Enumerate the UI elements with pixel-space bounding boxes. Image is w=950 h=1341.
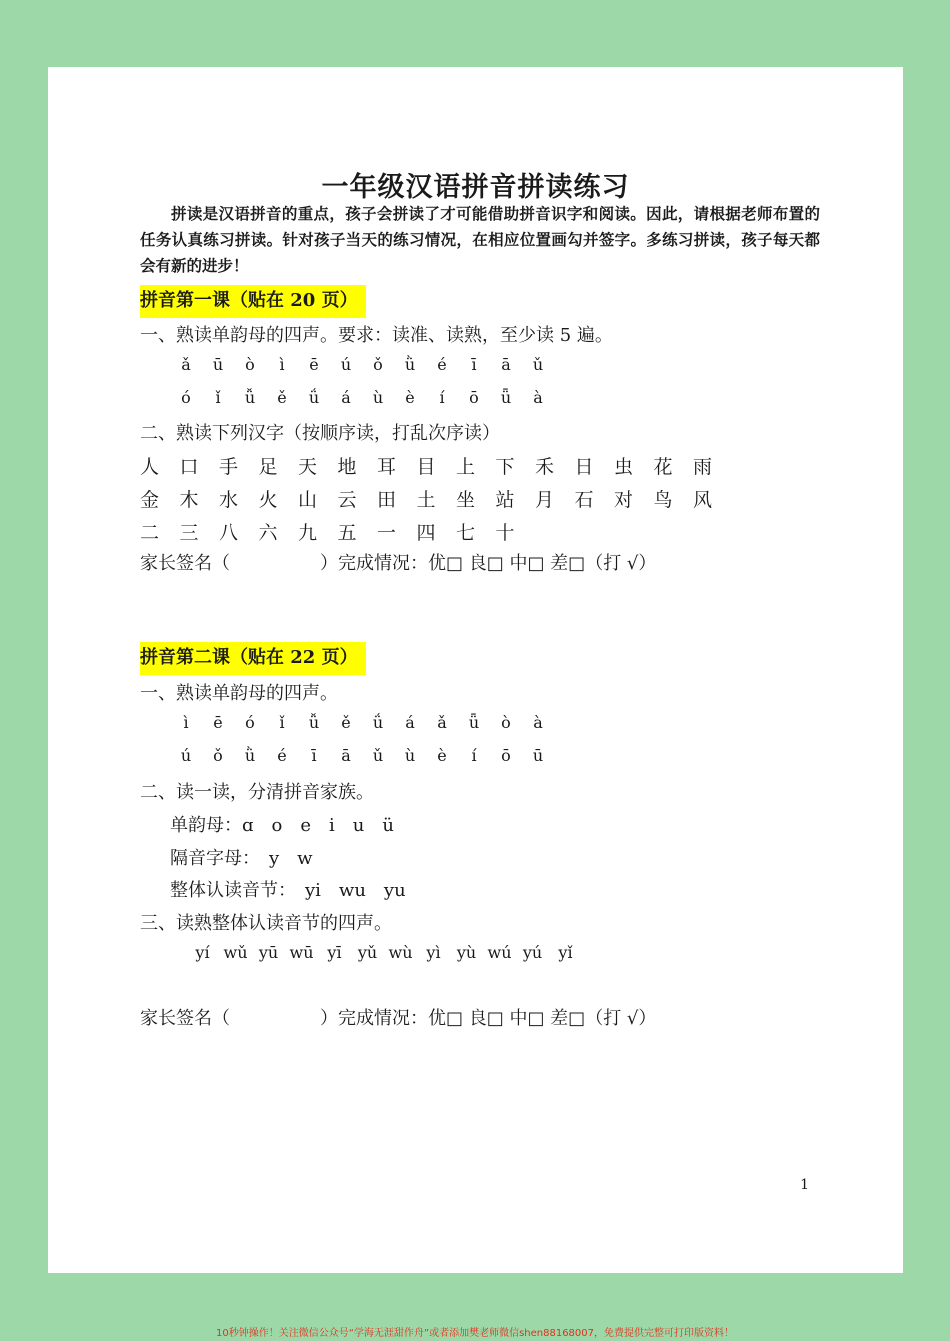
completion-status: ）完成情况：优□ 良□ 中□ 差□（打 √） (320, 1008, 657, 1029)
worksheet-page (48, 67, 903, 1273)
list-item: 足 (258, 456, 278, 478)
list-item: ó (245, 713, 255, 732)
lesson1-q2: 二、熟读下列汉字（按顺序读，打乱次序读） (140, 423, 500, 444)
list-item: 石 (574, 489, 594, 511)
list-item: 云 (337, 489, 357, 511)
list-item: wū (289, 943, 314, 962)
list-item: ò (245, 355, 255, 374)
list-item: ú (180, 746, 192, 765)
list-item: 六 (258, 522, 278, 544)
list-item: ī (311, 746, 317, 765)
list-item: ǐ (279, 713, 285, 732)
whole-syllables: 整体认读音节： yi wu yu (170, 880, 406, 901)
lesson1-heading: 拼音第一课（贴在 20 页） (140, 285, 366, 318)
list-item: wú (487, 943, 512, 962)
list-item: ǖ (468, 713, 480, 732)
list-item: 禾 (535, 456, 555, 478)
list-item: ě (341, 713, 351, 732)
list-item: ē (213, 713, 223, 732)
lesson1-tones-row1 (170, 355, 554, 374)
list-item: à (533, 388, 543, 407)
list-item: í (471, 746, 477, 765)
list-item: ǒ (213, 746, 223, 765)
footer-notice: 10秒钟操作！关注微信公众号“学海无涯甜作舟”或者添加樊老师微信shen88168007，免费提供完整可打印版资料！ (215, 1328, 735, 1339)
intro-paragraph: 拼读是汉语拼音的重点，孩子会拼读了才可能借助拼音识字和阅读。因此，请根据老师布置的任务认真练习拼读。针对孩子当天的练习情况，在相应位置画勾并签字。多练习拼读，孩子每天都会有新的进步！ (140, 205, 820, 275)
list-item: ù (372, 388, 384, 407)
list-item: ù (404, 746, 416, 765)
lesson2-q1: 一、熟读单韵母的四声。 (140, 683, 338, 704)
page-title: 一年级汉语拼音拼读练习 (321, 172, 630, 203)
list-item: yí (195, 943, 210, 962)
sig-label: 家长签名（ (140, 1008, 230, 1029)
list-item: ě (277, 388, 287, 407)
list-item: wǔ (223, 943, 248, 962)
lesson1-tones-row2 (170, 388, 554, 407)
list-item: ǒ (373, 355, 383, 374)
list-item: ǎ (181, 355, 191, 374)
lesson2-tones-row1 (170, 713, 554, 732)
list-item: ō (469, 388, 479, 407)
lesson2-q2: 二、读一读，分清拼音家族。 (140, 782, 374, 803)
list-item: ǘ (372, 713, 384, 732)
list-item: ǚ (308, 713, 320, 732)
list-item: 水 (219, 489, 239, 511)
list-item: 花 (653, 456, 673, 478)
list-item: 八 (219, 522, 239, 544)
list-item: è (437, 746, 447, 765)
list-item: 坐 (456, 489, 476, 511)
list-item: 四 (416, 522, 436, 544)
lesson2-tones-row2 (170, 746, 554, 765)
list-item: 对 (614, 489, 634, 511)
list-item: 十 (495, 522, 515, 544)
list-item: 虫 (614, 456, 634, 478)
list-item: ì (183, 713, 189, 732)
list-item: á (341, 388, 351, 407)
list-item: á (405, 713, 415, 732)
list-item: 手 (219, 456, 239, 478)
list-item: yú (522, 943, 543, 962)
list-item: 金 (140, 489, 160, 511)
list-item: ǚ (244, 388, 256, 407)
list-item: ú (340, 355, 352, 374)
lesson1-chars-row2 (140, 485, 733, 512)
list-item: 站 (495, 489, 515, 511)
list-item: yū (258, 943, 279, 962)
list-item: ì (279, 355, 285, 374)
list-item: ǜ (244, 746, 256, 765)
list-item: 田 (377, 489, 397, 511)
list-item: 耳 (377, 456, 397, 478)
list-item: ū (532, 746, 544, 765)
list-item: è (405, 388, 415, 407)
single-finals: 单韵母：ɑ o e i u ü (170, 815, 394, 836)
list-item: 山 (298, 489, 318, 511)
list-item: ǜ (404, 355, 416, 374)
list-item: 三 (179, 522, 199, 544)
list-item: ǖ (500, 388, 512, 407)
list-item: ǘ (308, 388, 320, 407)
lesson1-chars-row3 (140, 518, 535, 545)
list-item: ī (471, 355, 477, 374)
list-item: ǐ (215, 388, 221, 407)
list-item: 风 (693, 489, 713, 511)
list-item: 鸟 (653, 489, 673, 511)
list-item: 九 (298, 522, 318, 544)
list-item: 土 (416, 489, 436, 511)
list-item: é (437, 355, 447, 374)
list-item: 天 (298, 456, 318, 478)
list-item: yǐ (558, 943, 573, 962)
list-item: 人 (140, 456, 160, 478)
list-item: 下 (495, 456, 515, 478)
lesson1-chars-row1 (140, 452, 733, 479)
list-item: yī (327, 943, 342, 962)
list-item: wù (388, 943, 413, 962)
list-item: ó (181, 388, 191, 407)
sig-label: 家长签名（ (140, 553, 230, 574)
list-item: ē (309, 355, 319, 374)
lesson2-syllables (186, 943, 582, 962)
lesson1-q1: 一、熟读单韵母的四声。要求：读准、读熟，至少读 5 遍。 (140, 325, 613, 346)
list-item: 地 (337, 456, 357, 478)
list-item: 木 (179, 489, 199, 511)
list-item: 日 (574, 456, 594, 478)
separator-letters: 隔音字母： y w (170, 848, 313, 869)
list-item: ū (212, 355, 224, 374)
list-item: í (439, 388, 445, 407)
list-item: yì (426, 943, 441, 962)
list-item: à (533, 713, 543, 732)
list-item: 火 (258, 489, 278, 511)
list-item: 七 (456, 522, 476, 544)
list-item: 雨 (693, 456, 713, 478)
list-item: 一 (377, 522, 397, 544)
list-item: 月 (535, 489, 555, 511)
list-item: yù (456, 943, 477, 962)
list-item: ǎ (437, 713, 447, 732)
list-item: 口 (179, 456, 199, 478)
list-item: ō (501, 746, 511, 765)
lesson1-signature-line (140, 549, 656, 575)
page-number: 1 (800, 1177, 809, 1193)
completion-status: ）完成情况：优□ 良□ 中□ 差□（打 √） (320, 553, 657, 574)
list-item: ò (501, 713, 511, 732)
list-item: ā (341, 746, 351, 765)
list-item: é (277, 746, 287, 765)
lesson2-signature-line (140, 1004, 656, 1030)
list-item: ā (501, 355, 511, 374)
list-item: ǔ (532, 355, 544, 374)
list-item: 五 (337, 522, 357, 544)
lesson2-q3: 三、读熟整体认读音节的四声。 (140, 913, 392, 934)
list-item: 二 (140, 522, 160, 544)
list-item: 上 (456, 456, 476, 478)
list-item: ǔ (372, 746, 384, 765)
list-item: yǔ (357, 943, 378, 962)
list-item: 目 (416, 456, 436, 478)
lesson2-heading: 拼音第二课（贴在 22 页） (140, 642, 366, 675)
